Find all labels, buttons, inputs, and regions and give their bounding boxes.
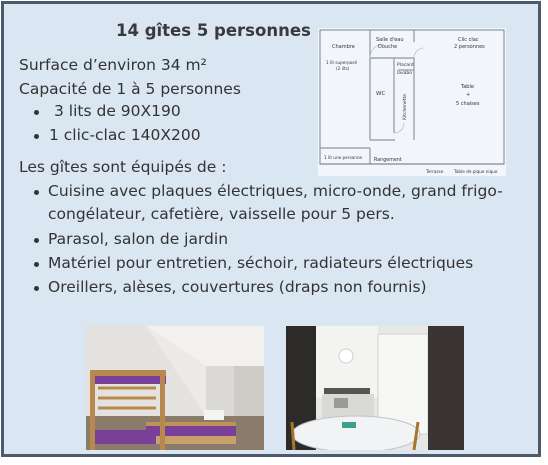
surface-text: Surface d’environ 34 m²: [19, 56, 207, 74]
plan-label-lavabo: lavabo: [397, 71, 413, 76]
plan-label-rangement: Rangement: [374, 158, 402, 163]
plan-label-clic-clac: Clic clac: [458, 37, 479, 43]
plan-label-douche: Douche: [378, 44, 398, 50]
plan-label-kitchenette: Kitchenette: [403, 94, 408, 120]
equipment-intro: Les gîtes sont équipés de :: [19, 158, 227, 176]
plan-label-lit-superpose-count: (2 lits): [336, 66, 350, 71]
plan-label-chaises: 5 chaises: [456, 101, 480, 107]
plan-label-table: Table: [461, 84, 474, 90]
bed-item: 1 clic-clac 140X200: [49, 126, 201, 144]
plan-label-lit-superpose: 1 lit superposé: [326, 60, 358, 65]
bullet-dot: [34, 262, 39, 267]
gite-info-card: [1, 1, 541, 457]
equipment-item: Oreillers, alèses, couvertures (draps non fournis): [48, 278, 427, 296]
plan-label-clic-clac-capacity: 2 personnes: [454, 44, 485, 50]
capacity-text: Capacité de 1 à 5 personnes: [19, 80, 241, 98]
bed-item: 3 lits de 90X190: [54, 102, 181, 120]
equipment-item: Parasol, salon de jardin: [48, 230, 229, 248]
page-title: 14 gîtes 5 personnes: [116, 21, 311, 40]
bullet-dot: [34, 110, 39, 115]
plan-label-salle-eau: Salle d'eau: [376, 37, 404, 43]
plan-label-terrasse: Terrasse: [426, 169, 444, 174]
kitchen-dining-photo: [286, 326, 464, 450]
bullet-dot: [34, 238, 39, 243]
bunk-bed-bedroom-photo: [86, 326, 264, 450]
equipment-item: Matériel pour entretien, séchoir, radiateurs électriques: [48, 254, 474, 272]
floor-plan-drawing: [318, 28, 506, 176]
floor-plan: [318, 28, 506, 176]
equipment-item-continued: congélateur, cafetière, vaisselle pour 5 pers.: [48, 205, 395, 223]
plan-label-wc: WC: [376, 91, 386, 97]
plan-label-plus: +: [466, 92, 471, 98]
equipment-item: Cuisine avec plaques électriques, micro-onde, grand frigo-: [48, 182, 503, 200]
bullet-dot: [34, 286, 39, 291]
plan-label-placard: Placard: [397, 63, 414, 68]
plan-label-lit-une-personne: 1 lit une personne: [324, 155, 363, 160]
plan-label-chambre: Chambre: [332, 44, 355, 50]
bullet-dot: [34, 190, 39, 195]
bullet-dot: [34, 134, 39, 139]
plan-label-pique-nique: Table de pique nique: [454, 169, 498, 174]
